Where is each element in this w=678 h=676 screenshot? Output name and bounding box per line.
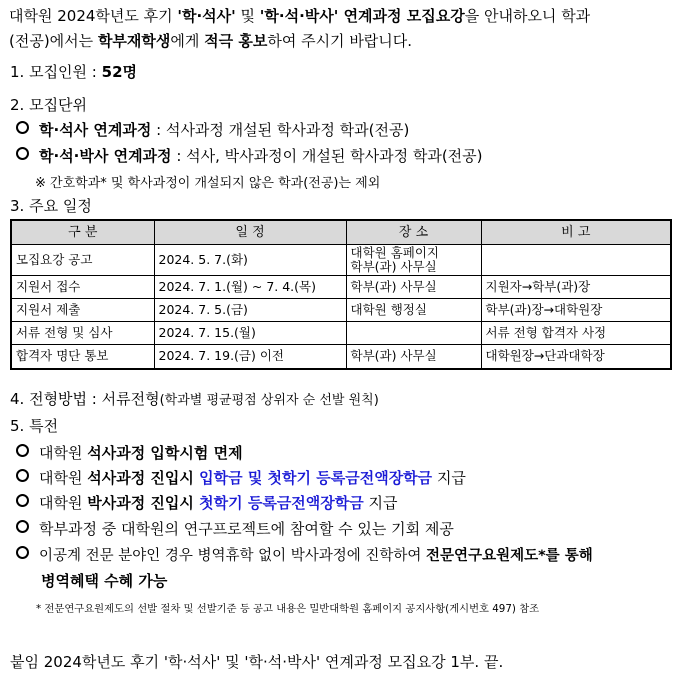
cell-place: 학부(과) 사무실 [346,276,481,299]
table-row [11,322,671,345]
cell-place: 대학원 홈페이지 학부(과) 사무실 [346,245,481,276]
circle-bullet-icon [16,469,29,482]
benefit-item-3: 대학원 박사과정 진입시 첫학기 등록금전액장학금 지급 [16,492,398,513]
section-3-title: 3. 주요 일정 [10,197,92,215]
circle-bullet-icon [16,520,29,533]
schedule-table [10,219,672,370]
circle-bullet-icon [16,121,29,134]
benefit-item-2: 대학원 석사과정 진입시 입학금 및 첫학기 등록금전액장학금 지급 [16,467,466,488]
circle-bullet-icon [16,494,29,507]
cell-category: 지원서 제출 [11,299,154,322]
cell-category: 모집요강 공고 [11,245,154,276]
circle-bullet-icon [16,546,29,559]
section-4: 4. 전형방법 : 서류전형(학과별 평균평점 상위자 순 선발 원칙) [10,390,379,408]
header-schedule: 일 정 [154,220,346,245]
intro-line-2: (전공)에서는 학부재학생에게 적극 홍보하여 주시기 바랍니다. [9,32,413,50]
cell-remarks: 서류 전형 합격자 사정 [481,322,671,345]
table-row [11,345,671,369]
section-2-item-2: 학·석·박사 연계과정 : 석사, 박사과정이 개설된 학사과정 학과(전공) [16,145,483,166]
cell-place: 학부(과) 사무실 [346,345,481,369]
cell-place: 대학원 행정실 [346,299,481,322]
circle-bullet-icon [16,147,29,160]
benefit-item-4: 학부과정 중 대학원의 연구프로젝트에 참여할 수 있는 기회 제공 [16,518,454,539]
table-header-row [11,220,671,245]
table-row [11,276,671,299]
intro-line-1: 대학원 2024학년도 후기 '학·석사' 및 '학·석·박사' 연계과정 모집요강을 안내하오니 학과 [9,7,591,25]
cell-schedule: 2024. 7. 5.(금) [154,299,346,322]
cell-category: 서류 전형 및 심사 [11,322,154,345]
cell-remarks: 지원자→학부(과)장 [481,276,671,299]
header-remarks: 비 고 [481,220,671,245]
cell-remarks: 대학원장→단과대학장 [481,345,671,369]
cell-schedule: 2024. 7. 19.(금) 이전 [154,345,346,369]
header-category: 구 분 [11,220,154,245]
header-place: 장 소 [346,220,481,245]
attachment-line: 붙임 2024학년도 후기 '학·석사' 및 '학·석·박사' 연계과정 모집요강 1부. 끝. [10,653,504,671]
circle-bullet-icon [16,444,29,457]
benefit-item-5-cont: 병역혜택 수혜 가능 [41,572,168,590]
cell-remarks: 학부(과)장→대학원장 [481,299,671,322]
section-1: 1. 모집인원 : 52명 [10,63,138,81]
cell-schedule: 2024. 7. 15.(월) [154,322,346,345]
cell-category: 지원서 접수 [11,276,154,299]
cell-schedule: 2024. 5. 7.(화) [154,245,346,276]
cell-place [346,322,481,345]
cell-remarks [481,245,671,276]
section-2-title: 2. 모집단위 [10,96,88,114]
section-5-title: 5. 특전 [10,417,59,435]
table-row [11,299,671,322]
benefit-item-1: 대학원 석사과정 입학시험 면제 [16,442,243,463]
benefit-footnote: * 전문연구요원제도의 선발 절차 및 선발기준 등 공고 내용은 밀반대학원 홈페이지 공지사항(게시번호 497) 참조 [36,603,540,615]
section-2-note: ※ 간호학과* 및 학사과정이 개설되지 않은 학과(전공)는 제외 [35,176,381,191]
cell-category: 합격자 명단 통보 [11,345,154,369]
table-row [11,245,671,276]
section-2-item-1: 학·석사 연계과정 : 석사과정 개설된 학사과정 학과(전공) [16,119,409,140]
benefit-item-5: 이공계 전문 분야인 경우 병역휴학 없이 박사과정에 진학하여 전문연구요원제도*를 통해 [16,544,593,565]
cell-schedule: 2024. 7. 1.(월) ~ 7. 4.(목) [154,276,346,299]
